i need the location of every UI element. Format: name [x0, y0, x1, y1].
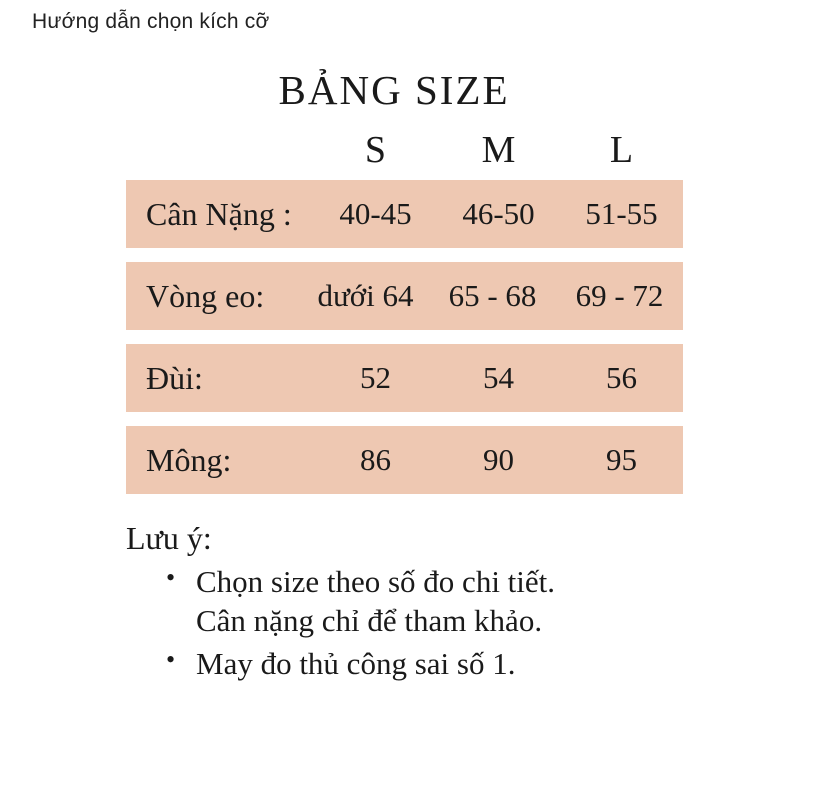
list-item: [166, 645, 828, 684]
size-column-s: S: [364, 129, 387, 171]
row-waist-s: dưới 64: [317, 278, 414, 313]
table-row: [126, 344, 683, 412]
row-weight-l: 51-55: [585, 196, 658, 231]
row-hip-s: 86: [360, 442, 391, 477]
row-thigh-m: 54: [483, 360, 514, 395]
size-chart-image: [0, 58, 828, 687]
row-label-thigh: Đùi:: [146, 359, 203, 396]
note-1-line-2: Cân nặng chỉ để tham khảo.: [196, 602, 543, 638]
table-row: [126, 262, 683, 330]
row-hip-l: 95: [606, 442, 637, 477]
header-label-spacer: [126, 128, 314, 172]
row-weight-m: 46-50: [462, 196, 535, 231]
page-caption: Hướng dẫn chọn kích cỡ: [32, 10, 270, 33]
size-header-row: [0, 128, 828, 172]
size-column-l: L: [609, 129, 634, 171]
row-thigh-s: 52: [360, 360, 391, 395]
note-1-line-1: Chọn size theo số đo chi tiết.: [196, 564, 556, 599]
row-label-hip: Mông:: [146, 441, 232, 478]
list-item: [166, 563, 828, 641]
row-waist-l: 69 - 72: [575, 278, 664, 313]
row-weight-s: 40-45: [339, 196, 412, 231]
row-hip-m: 90: [483, 442, 514, 477]
row-waist-m: 65 - 68: [448, 278, 537, 313]
notes-section: [126, 520, 828, 683]
row-label-weight: Cân Nặng :: [146, 195, 292, 232]
row-thigh-l: 56: [606, 360, 637, 395]
table-row: [126, 426, 683, 494]
chart-title: BẢNG SIZE: [278, 67, 510, 113]
table-row: [126, 180, 683, 248]
notes-list: [126, 563, 828, 683]
note-2-line-1: May đo thủ công sai số 1.: [196, 645, 516, 681]
size-column-m: M: [481, 129, 516, 171]
notes-title: Lưu ý:: [126, 520, 212, 556]
row-label-waist: Vòng eo:: [146, 277, 265, 314]
size-rows: [0, 180, 828, 494]
